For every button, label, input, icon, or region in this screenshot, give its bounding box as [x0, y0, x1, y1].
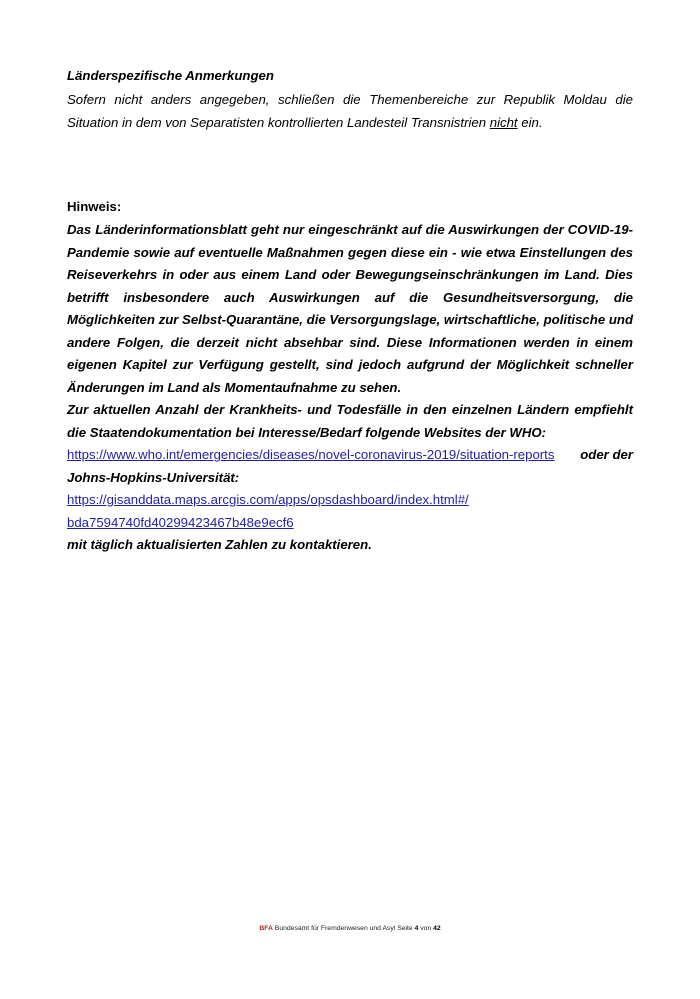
arcgis-link-continued[interactable]: bda7594740fd40299423467b48e9ecf6 — [67, 514, 294, 530]
document-body — [67, 66, 633, 557]
jhu-label: Johns-Hopkins-Universität: — [67, 469, 240, 485]
oder-der-text: oder der — [580, 447, 633, 462]
section-note-text-1: Sofern nicht anders angegeben, schließen die Themenbereiche zur Republik Moldau die Situation in dem von Separatisten kontrollierten Landesteil Transnistrien — [67, 92, 633, 130]
arcgis-link-line-1 — [67, 489, 633, 512]
who-link[interactable]: https://www.who.int/emergencies/diseases/novel-coronavirus-2019/situation-reports — [67, 447, 555, 462]
section-note-underlined: nicht — [489, 114, 518, 130]
covid-paragraph: Das Länderinformationsblatt geht nur eingeschränkt auf die Auswirkungen der COVID-19-Pandemie sowie auf eventuelle Maßnahmen gegen diese ein - wie etwa Einstellungen des Reiseverkehrs in oder aus einem Land oder Bewegungseinschränkungen im Land. Dies betrifft insbesondere auch Auswirkungen auf die Gesundheitsversorgung, die Möglichkeiten zur Selbst-Quarantäne, die Versorgungslage, wirtschaftliche, politische und andere Folgen, die derzeit nicht absehbar sind. Diese Informationen werden in einem eigenen Kapitel zur Verfügung gestellt, sind jedoch aufgrund der Möglichkeit schneller Änderungen im Land als Momentaufnahme zu sehen. — [67, 222, 633, 395]
statistics-paragraph: Zur aktuellen Anzahl der Krankheits- und Todesfälle in den einzelnen Ländern empfiehlt die Staatendokumentation bei Interesse/Bedarf folgende Websites der WHO: — [67, 402, 633, 440]
who-link-row — [67, 444, 633, 467]
section-note-text-2: ein. — [517, 114, 543, 130]
footer-of: von — [418, 925, 434, 932]
arcgis-link[interactable]: https://gisanddata.maps.arcgis.com/apps/opsdashboard/index.html#/ — [67, 492, 469, 507]
footer-org: Bundesamt für Fremdenwesen und Asyl Seite — [272, 925, 415, 932]
arcgis-link-line-2 — [67, 512, 633, 535]
footer-page-total: 42 — [433, 925, 441, 932]
hinweis-label: Hinweis: — [67, 199, 122, 214]
bfa-logo: BFA — [259, 925, 273, 932]
closing-sentence: mit täglich aktualisierten Zahlen zu kontaktieren. — [67, 537, 372, 552]
section-heading: Länderspezifische Anmerkungen — [67, 68, 274, 83]
footer-page-number: 4 — [414, 925, 419, 932]
page-footer — [0, 924, 700, 934]
section-note — [67, 89, 633, 134]
